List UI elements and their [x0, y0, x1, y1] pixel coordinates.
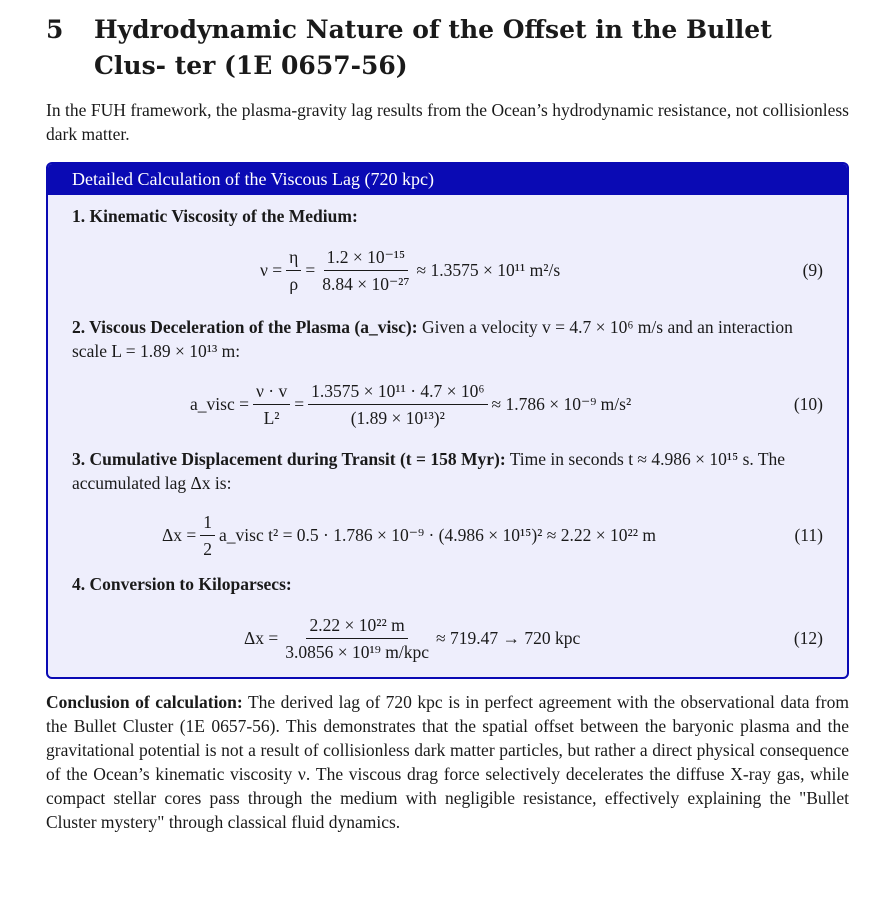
eq11-rest: a_visc t² = 0.5 · 1.786 × 10⁻⁹ · (4.986 × 10¹⁵)² ≈ 2.22 × 10²² m	[219, 524, 656, 545]
eq10-fraction-1	[253, 380, 290, 429]
eq12-fraction	[282, 614, 432, 663]
eq9-fraction-2	[319, 246, 412, 295]
step-4	[72, 572, 824, 596]
conclusion-lead: Conclusion of calculation:	[46, 692, 243, 712]
step-3	[72, 447, 824, 495]
eq11-frac-numerator: 1	[200, 511, 215, 536]
eq9-frac1-denominator: ρ	[289, 273, 299, 294]
eq10-frac2-numerator: 1.3575 × 10¹¹ · 4.7 × 10⁶	[308, 380, 487, 405]
calculation-box-title: Detailed Calculation of the Viscous Lag (720 kpc)	[48, 164, 847, 195]
equation-12	[48, 608, 847, 668]
eq12-frac-denominator: 3.0856 × 10¹⁹ m/kpc	[285, 641, 429, 662]
eq11-lhs: Δx =	[162, 524, 197, 545]
equation-9	[48, 240, 847, 300]
eq10-frac1-numerator: ν · v	[253, 380, 290, 405]
equation-11-body	[162, 505, 656, 565]
step-1	[72, 204, 824, 228]
eq12-lhs: Δx =	[244, 627, 279, 648]
eq10-equals: =	[294, 393, 305, 414]
equation-11	[48, 505, 847, 565]
step-1-heading: 1. Kinematic Viscosity of the Medium:	[72, 206, 358, 226]
section-heading	[46, 12, 846, 84]
eq11-frac-denominator: 2	[203, 538, 212, 559]
intro-paragraph: In the FUH framework, the plasma-gravity lag results from the Ocean’s hydrodynamic resistance, not collisionless dark matter.	[46, 100, 849, 144]
step-3-heading: 3. Cumulative Displacement during Transit (t = 158 Myr):	[72, 449, 506, 469]
eq9-frac2-denominator: 8.84 × 10⁻²⁷	[322, 273, 410, 294]
eq9-frac1-numerator: η	[286, 246, 301, 271]
step-3-text: Time in seconds t ≈ 4.986 × 10¹⁵ s. The accumulated lag Δx is:	[72, 449, 786, 493]
eq10-result: ≈ 1.786 × 10⁻⁹ m/s²	[491, 393, 632, 414]
step-2	[72, 315, 824, 363]
eq10-lhs: a_visc =	[190, 393, 249, 414]
conclusion-text: The derived lag of 720 kpc is in perfect agreement with the observational data from the Bullet Cluster (1E 0657-56). This demonstrates that the spatial offset between the baryonic plasma and the gravitational potential is not a result of collisionless dark matter particles, but rather a direct physical consequence of the Ocean’s kinematic viscosity ν. The viscous drag force selectively decelerates the diffuse X-ray gas, while compact stellar cores pass through the medium with negligible resistance, effectively explaining the "Bullet Cluster mystery" through classical fluid dynamics.	[46, 692, 849, 832]
eq9-lhs: ν =	[260, 259, 283, 280]
eq9-tag: (9)	[802, 260, 823, 280]
step-2-text: Given a velocity v = 4.7 × 10⁶ m/s and an interaction scale L = 1.89 × 10¹³ m:	[72, 317, 793, 361]
equation-10-body	[190, 374, 631, 434]
eq11-tag: (11)	[794, 525, 823, 545]
eq9-frac2-numerator: 1.2 × 10⁻¹⁵	[324, 246, 409, 271]
eq10-fraction-2	[308, 380, 487, 429]
eq10-frac2-denominator: (1.89 × 10¹³)²	[350, 407, 445, 428]
eq9-equals: =	[305, 259, 316, 280]
equation-12-body	[244, 608, 580, 668]
eq12-result: ≈ 719.47 → 720 kpc	[435, 627, 581, 648]
section-title: Hydrodynamic Nature of the Offset in the Bullet Clus- ter (1E 0657-56)	[94, 15, 772, 80]
equation-9-body	[260, 240, 560, 300]
eq10-frac1-denominator: L²	[263, 407, 280, 428]
step-2-heading: 2. Viscous Deceleration of the Plasma (a_visc):	[72, 317, 418, 337]
conclusion-paragraph	[46, 690, 849, 834]
eq11-fraction	[200, 511, 215, 560]
step-4-heading: 4. Conversion to Kiloparsecs:	[72, 574, 292, 594]
eq9-result: ≈ 1.3575 × 10¹¹ m²/s	[416, 259, 561, 280]
eq9-fraction-1	[286, 246, 301, 295]
equation-10	[48, 374, 847, 434]
eq12-tag: (12)	[793, 628, 823, 648]
calculation-box	[46, 162, 849, 679]
eq10-tag: (10)	[793, 394, 823, 414]
section-number: 5	[46, 15, 64, 44]
eq12-frac-numerator: 2.22 × 10²² m	[306, 614, 407, 639]
